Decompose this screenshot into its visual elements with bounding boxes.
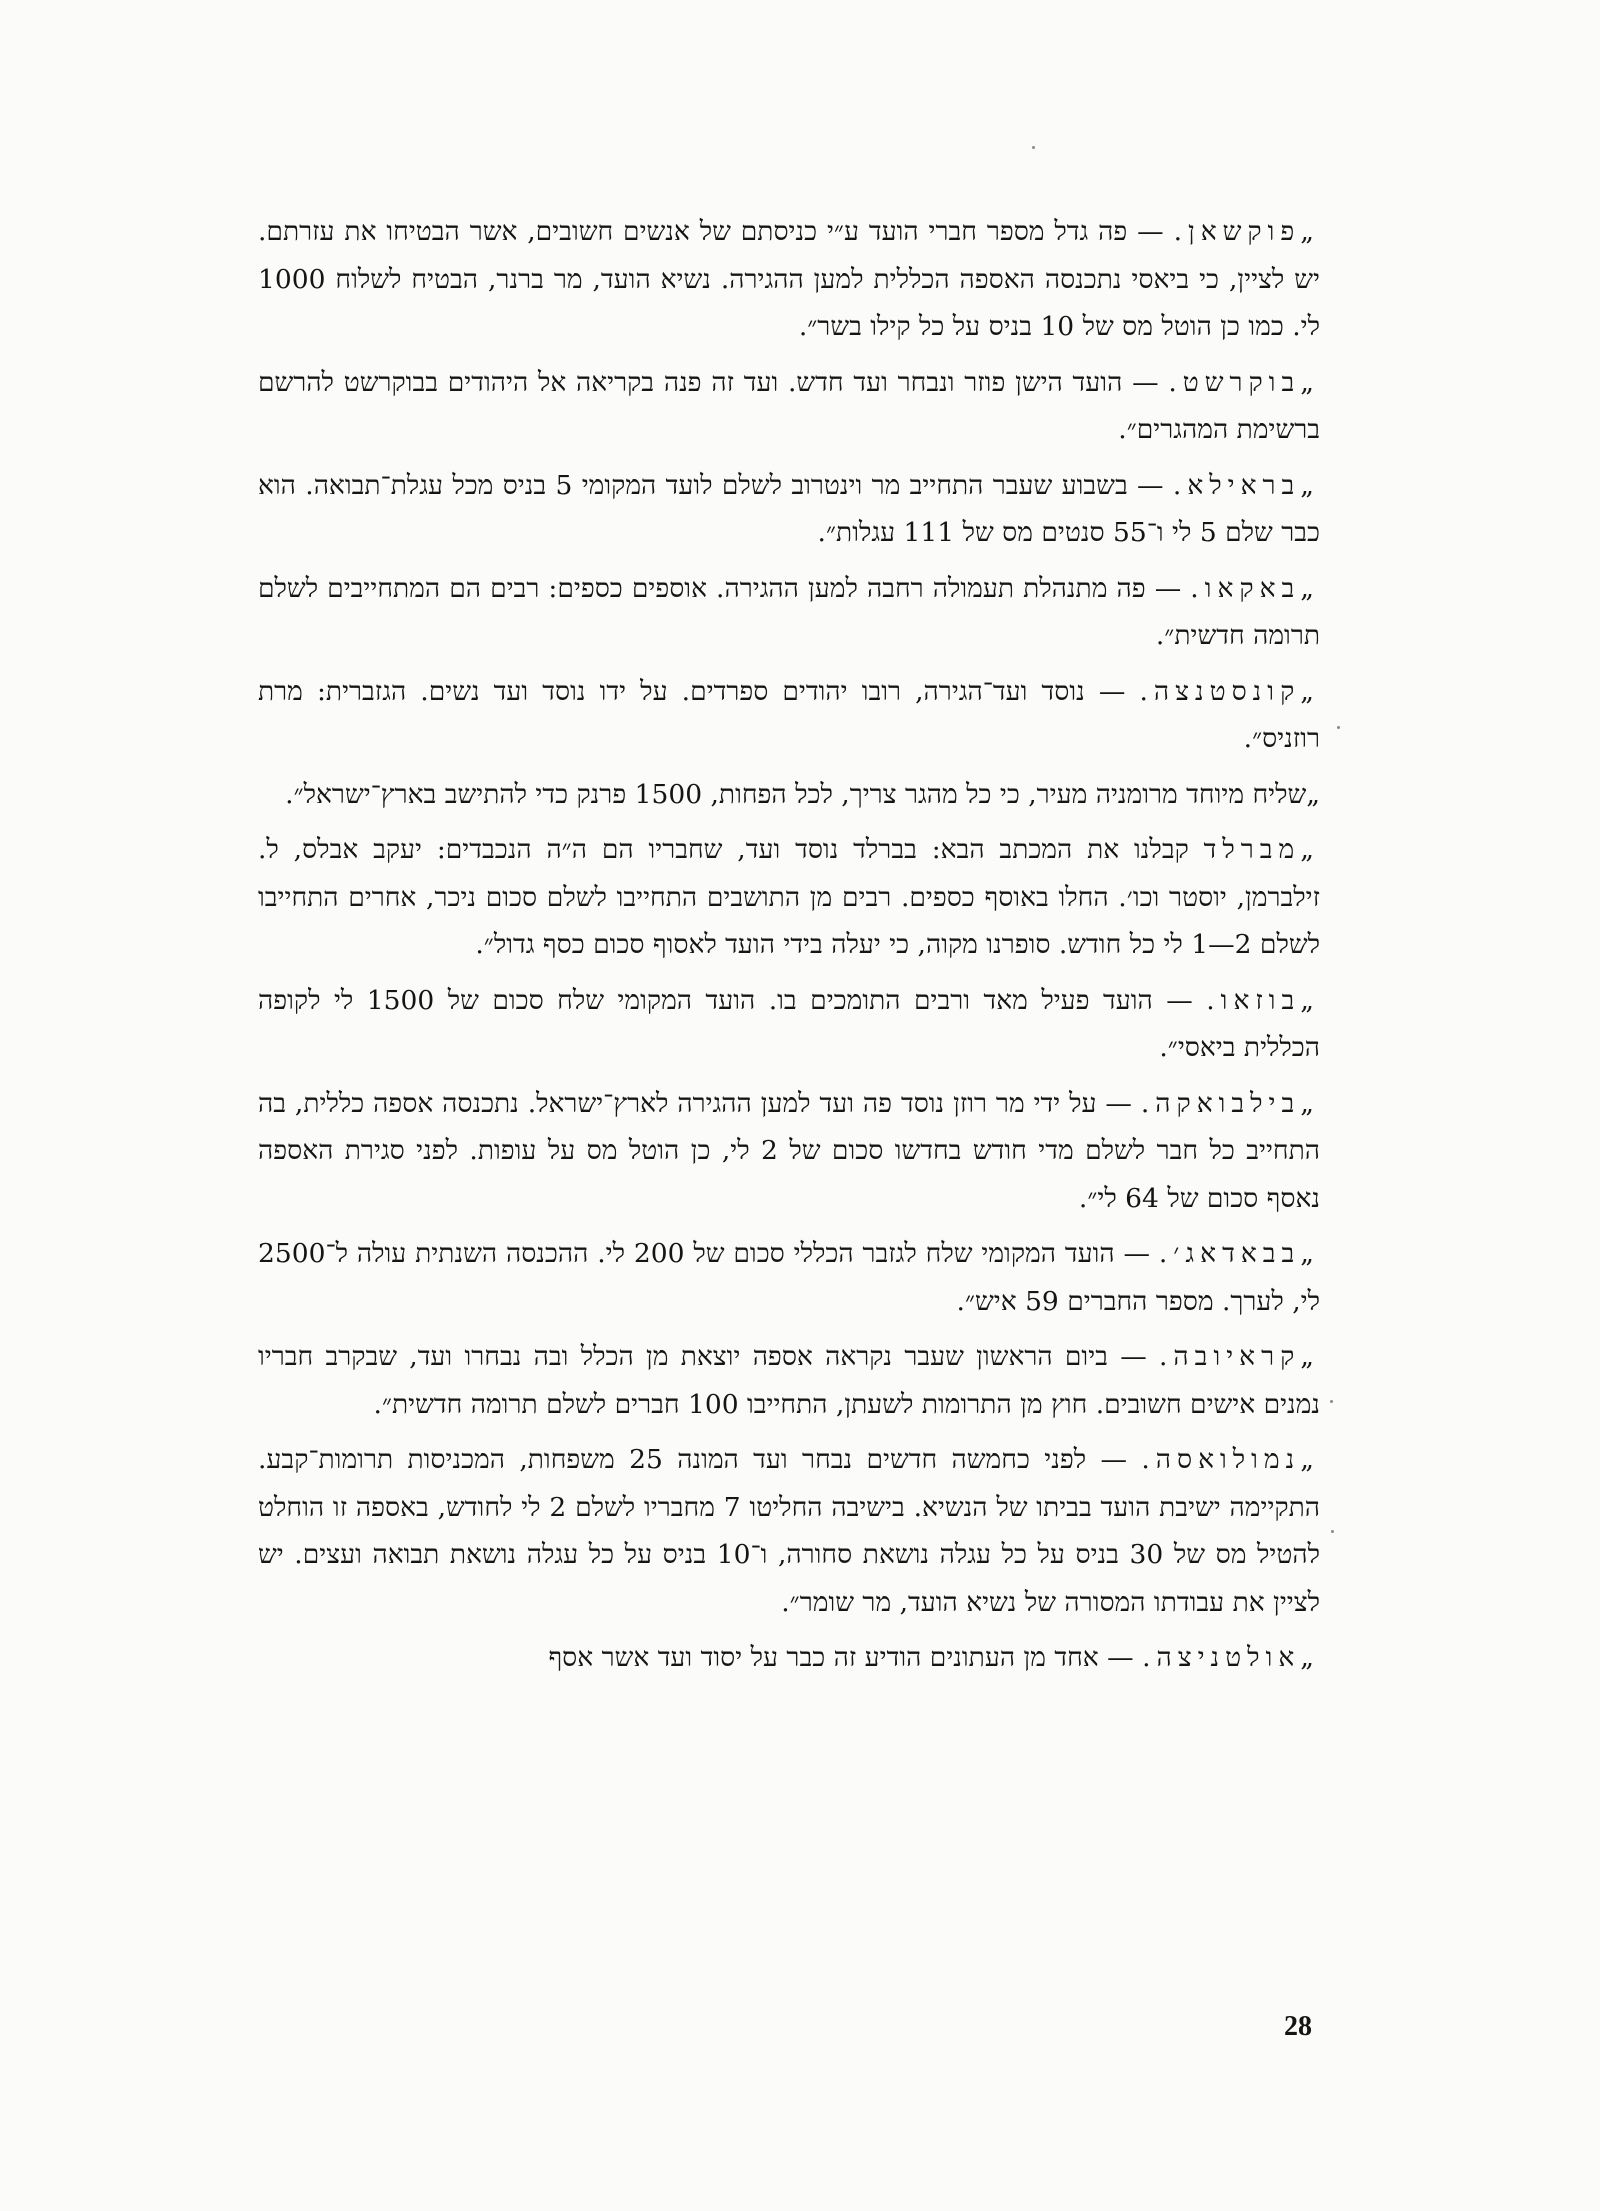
paragraph-text: — נוסד ועד־הגירה, רובו יהודים ספרדים. על ידו נוסד ועד נשים. הגזברית: מרת רוזניס״.: [258, 675, 1320, 754]
paragraph-craiova: [258, 1333, 1320, 1428]
paragraph-barlad: [258, 826, 1320, 969]
paragraph-buzau: [258, 977, 1320, 1072]
place-name: „בילבואקה.: [1140, 1087, 1320, 1119]
place-name: „בוזאו.: [1206, 984, 1321, 1016]
place-name: „קונסטנצה.: [1139, 675, 1320, 707]
paragraph-namoloasa: [258, 1436, 1320, 1626]
scan-speck: [1330, 1400, 1333, 1403]
paragraph-text: — פה גדל מספר חברי הועד ע״י כניסתם של אנשים חשובים, אשר הבטיחו את עזרתם. יש לציין, כי ביאסי נתכנסה האספה הכללית למען ההגירה. נשיא הועד, מר ברנר, הבטיח לשלוח 1000 לי. כמו כן הוטל מס של 10 בניס על כל קילו בשר״.: [258, 216, 1320, 342]
place-name: „באקאו.: [1190, 572, 1320, 604]
paragraph-babadag: [258, 1230, 1320, 1325]
page-number: 28: [1284, 2011, 1312, 2042]
paragraph-constanta: [258, 668, 1320, 763]
paragraph-emissary: [258, 771, 1320, 819]
paragraph-text: — אחד מן העתונים הודיע זה כבר על יסוד ועד אשר אסף: [548, 1642, 1143, 1673]
paragraph-text: „שליח מיוחד מרומניה מעיר, כי כל מהגר צריך, לכל הפחות, 1500 פרנק כדי להתישב בארץ־ישראל״.: [285, 778, 1320, 810]
scan-speck: [1337, 726, 1340, 729]
paragraph-bilbuaka: [258, 1080, 1320, 1223]
paragraph-bucharest: [258, 359, 1320, 454]
paragraph-text: — הועד פעיל מאד ורבים התומכים בו. הועד המקומי שלח סכום של 1500 לי לקופה הכללית ביאסי״.: [258, 984, 1320, 1063]
place-name: „אולטניצה.: [1142, 1642, 1320, 1673]
paragraph-text: — ביום הראשון שעבר נקראה אספה יוצאת מן הכלל ובה נבחרו ועד, שבקרב חבריו נמנים אישים חשובים. חוץ מן התרומות לשעתן, התחייבו 100 חברים לשלם תרומה חדשית״.: [258, 1341, 1320, 1420]
paragraph-text: — לפני כחמשה חדשים נבחר ועד המונה 25 משפחות, המכניסות תרומות־קבע. התקיימה ישיבת הועד בביתו של הנשיא. בישיבה החליטו 7 מחבריו לשלם 2 לי לחודש, באספה זו הוחלט להטיל מס של 30 בניס על כל עגלה נושאת סחורה, ו־10 בניס על כל עגלה נושאת תבואה ועצים. יש לציין את עבודתו המסורה של נשיא הועד, מר שומר״.: [258, 1444, 1321, 1618]
scan-speck: [1032, 146, 1035, 149]
paragraph-text: — פה מתנהלת תעמולה רחבה למען ההגירה. אוספים כספים: רבים הם המתחייבים לשלם תרומה חדשית״.: [258, 572, 1320, 651]
place-name: „בבאדאג׳.: [1158, 1238, 1320, 1269]
paragraph-oltenita: [258, 1634, 1320, 1682]
place-name: „בראילא.: [1172, 469, 1320, 501]
text-column: [258, 208, 1320, 1690]
paragraph-braila: [258, 462, 1320, 557]
scan-speck: [1331, 1530, 1334, 1533]
place-name: „קראיובה.: [1159, 1341, 1320, 1372]
place-name: „פוקשאן.: [1173, 216, 1320, 247]
paragraph-text: — בשבוע שעבר התחייב מר וינטרוב לשלם לועד המקומי 5 בניס מכל עגלת־תבואה. הוא כבר שלם 5 לי ו־55 סנטים מס של 111 עגלות״.: [258, 469, 1320, 548]
place-name: „נמולואסה.: [1141, 1444, 1320, 1475]
place-name: „בוקרשט.: [1168, 366, 1320, 398]
paragraph-text: — הועד הישן פוזר ונבחר ועד חדש. ועד זה פנה בקריאה אל היהודים בבוקרשט להרשם ברשימת המהגרים״.: [258, 366, 1320, 445]
paragraph-text: — על ידי מר רוזן נוסד פה ועד למען ההגירה לארץ־ישראל. נתכנסה אספה כללית, בה התחייב כל חבר לשלם מדי חודש בחדשו סכום של 2 לי, כן הוטל מס על עופות. לפני סגירת האספה נאסף סכום של 64 לי״.: [258, 1087, 1320, 1214]
paragraph-fokshan: [258, 208, 1320, 351]
paragraph-text: — הועד המקומי שלח לגזבר הכללי סכום של 200 לי. ההכנסה השנתית עולה ל־2500 לי, לערך. מספר החברים 59 איש״.: [258, 1238, 1320, 1317]
place-name: „מברלד: [1203, 834, 1320, 865]
paragraph-bacau: [258, 565, 1320, 660]
paragraph-text: קבלנו את המכתב הבא: בברלד נוסד ועד, שחבריו הם ה״ה הנכבדים: יעקב אבלס, ל. זילברמן, יוסטר וכו׳. החלו באוסף כספים. רבים מן התושבים התחייבו לשלם סכום ניכר, אחרים התחייבו לשלם 2—1 לי כל חודש. סופרנו מקוה, כי יעלה בידי הועד לאסוף סכום כסף גדול״.: [258, 834, 1320, 960]
